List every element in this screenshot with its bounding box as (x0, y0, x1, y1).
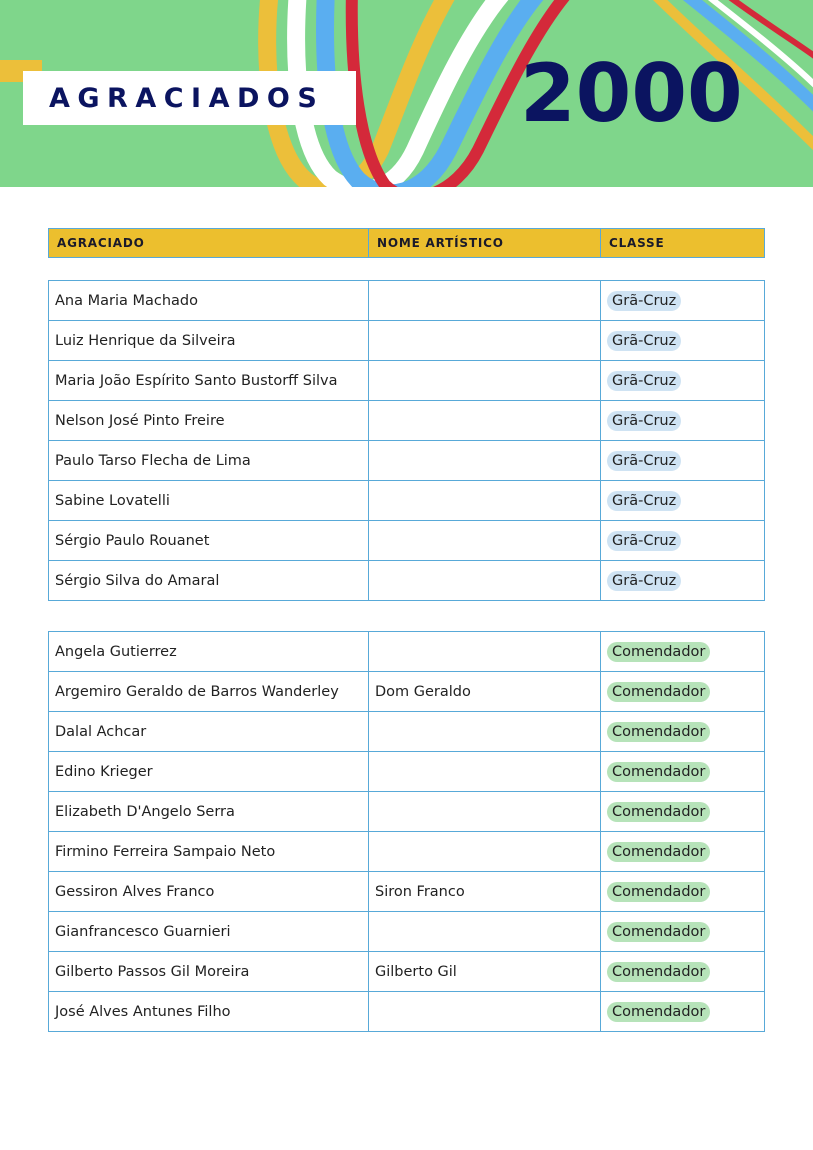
cell-agraciado: Firmino Ferreira Sampaio Neto (49, 832, 369, 872)
class-badge: Grã-Cruz (607, 531, 681, 551)
cell-nome-artistico (369, 912, 601, 952)
cell-agraciado: Sabine Lovatelli (49, 481, 369, 521)
column-header-classe: CLASSE (601, 229, 765, 258)
class-badge: Comendador (607, 642, 710, 662)
cell-agraciado: Gianfrancesco Guarnieri (49, 912, 369, 952)
table-row (49, 481, 765, 521)
class-badge: Grã-Cruz (607, 331, 681, 351)
table-row (49, 712, 765, 752)
year-label: 2000 (520, 47, 743, 140)
cell-nome-artistico (369, 832, 601, 872)
cell-agraciado: Maria João Espírito Santo Bustorff Silva (49, 361, 369, 401)
cell-classe (601, 361, 765, 401)
class-badge: Comendador (607, 1002, 710, 1022)
cell-nome-artistico (369, 561, 601, 601)
table-row (49, 792, 765, 832)
class-badge: Comendador (607, 722, 710, 742)
cell-classe (601, 321, 765, 361)
cell-nome-artistico (369, 441, 601, 481)
cell-nome-artistico: Dom Geraldo (369, 672, 601, 712)
class-badge: Comendador (607, 962, 710, 982)
table-header (48, 228, 765, 258)
class-badge: Grã-Cruz (607, 371, 681, 391)
cell-classe (601, 672, 765, 712)
cell-agraciado: Ana Maria Machado (49, 281, 369, 321)
cell-classe (601, 481, 765, 521)
table-row (49, 992, 765, 1032)
cell-agraciado: Sérgio Silva do Amaral (49, 561, 369, 601)
table-row (49, 361, 765, 401)
cell-classe (601, 281, 765, 321)
class-badge: Grã-Cruz (607, 291, 681, 311)
cell-nome-artistico (369, 401, 601, 441)
cell-classe (601, 872, 765, 912)
cell-nome-artistico (369, 752, 601, 792)
page-title: AGRACIADOS (49, 82, 325, 114)
cell-nome-artistico (369, 281, 601, 321)
cell-classe (601, 561, 765, 601)
table-row (49, 872, 765, 912)
cell-agraciado: Elizabeth D'Angelo Serra (49, 792, 369, 832)
table-group-gra-cruz (48, 280, 765, 601)
cell-agraciado: Sérgio Paulo Rouanet (49, 521, 369, 561)
cell-classe (601, 792, 765, 832)
cell-nome-artistico (369, 481, 601, 521)
table-row (49, 832, 765, 872)
title-box (23, 71, 356, 125)
cell-nome-artistico (369, 712, 601, 752)
table-row (49, 521, 765, 561)
class-badge: Comendador (607, 762, 710, 782)
cell-classe (601, 712, 765, 752)
table-row (49, 561, 765, 601)
table-row (49, 441, 765, 481)
class-badge: Comendador (607, 842, 710, 862)
class-badge: Comendador (607, 682, 710, 702)
cell-nome-artistico (369, 632, 601, 672)
class-badge: Grã-Cruz (607, 451, 681, 471)
class-badge: Grã-Cruz (607, 571, 681, 591)
class-badge: Grã-Cruz (607, 411, 681, 431)
cell-classe (601, 912, 765, 952)
cell-nome-artistico (369, 521, 601, 561)
column-header-agraciado: AGRACIADO (49, 229, 369, 258)
cell-classe (601, 992, 765, 1032)
cell-agraciado: Nelson José Pinto Freire (49, 401, 369, 441)
table-row (49, 632, 765, 672)
table-row (49, 401, 765, 441)
class-badge: Comendador (607, 802, 710, 822)
cell-classe (601, 952, 765, 992)
header-row (49, 229, 765, 258)
class-badge: Comendador (607, 922, 710, 942)
table-row (49, 672, 765, 712)
cell-agraciado: Angela Gutierrez (49, 632, 369, 672)
cell-nome-artistico: Gilberto Gil (369, 952, 601, 992)
table-row (49, 752, 765, 792)
cell-agraciado: José Alves Antunes Filho (49, 992, 369, 1032)
cell-agraciado: Dalal Achcar (49, 712, 369, 752)
cell-classe (601, 832, 765, 872)
table-row (49, 952, 765, 992)
cell-classe (601, 521, 765, 561)
cell-classe (601, 441, 765, 481)
column-header-nome-artistico: NOME ARTÍSTICO (369, 229, 601, 258)
cell-agraciado: Luiz Henrique da Silveira (49, 321, 369, 361)
cell-nome-artistico (369, 321, 601, 361)
table-row (49, 281, 765, 321)
cell-agraciado: Gilberto Passos Gil Moreira (49, 952, 369, 992)
cell-nome-artistico (369, 361, 601, 401)
cell-classe (601, 401, 765, 441)
cell-nome-artistico: Siron Franco (369, 872, 601, 912)
cell-classe (601, 632, 765, 672)
table-row (49, 321, 765, 361)
class-badge: Comendador (607, 882, 710, 902)
cell-agraciado: Gessiron Alves Franco (49, 872, 369, 912)
cell-nome-artistico (369, 792, 601, 832)
table-group-comendador (48, 631, 765, 1032)
cell-nome-artistico (369, 992, 601, 1032)
class-badge: Grã-Cruz (607, 491, 681, 511)
cell-agraciado: Edino Krieger (49, 752, 369, 792)
cell-agraciado: Argemiro Geraldo de Barros Wanderley (49, 672, 369, 712)
cell-agraciado: Paulo Tarso Flecha de Lima (49, 441, 369, 481)
table-row (49, 912, 765, 952)
cell-classe (601, 752, 765, 792)
header-banner (0, 0, 813, 187)
